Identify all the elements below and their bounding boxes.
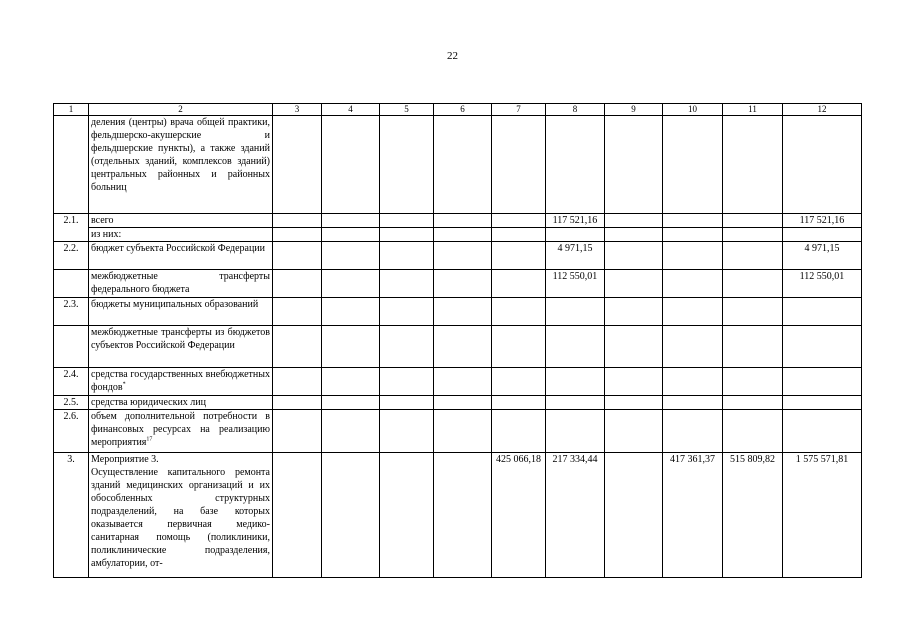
row-text <box>89 453 273 578</box>
row-text: средства юридических лиц <box>89 396 273 410</box>
page-number: 22 <box>447 50 458 62</box>
header-cell: 1 <box>54 104 89 116</box>
row-number: 3. <box>54 453 89 578</box>
row-number: 2.6. <box>54 410 89 453</box>
footnote-mark: 17 <box>146 436 153 443</box>
header-cell: 10 <box>663 104 723 116</box>
header-cell: 12 <box>783 104 862 116</box>
header-row <box>54 104 862 116</box>
row-text: из них: <box>89 228 273 242</box>
budget-table <box>53 103 862 578</box>
cell-value: 117 521,16 <box>783 214 862 228</box>
row-number: 2.4. <box>54 368 89 396</box>
table-row <box>54 298 862 326</box>
measure-text: Осуществление капитального ремонта зданий медицинских организаций и их обособленных структурных подразделений, на базе которых оказывается первичная медико-санитарная помощь (поликлиники, поликлинические подразделения, амбулатории, от- <box>91 467 270 569</box>
header-cell: 5 <box>380 104 434 116</box>
cell-value: 4 971,15 <box>783 242 862 270</box>
header-cell: 7 <box>492 104 546 116</box>
row-text: деления (центры) врача общей практики, фельдшерско-акушерские и фельдшерские пункты), а также зданий (отдельных зданий, комплексов зданий) центральных районных и районных больниц <box>89 116 273 214</box>
cell-value: 112 550,01 <box>546 270 605 298</box>
row-number: 2.3. <box>54 298 89 326</box>
table-row <box>54 270 862 298</box>
cell-value: 515 809,82 <box>723 453 783 578</box>
cell-value: 425 066,18 <box>492 453 546 578</box>
row-text: всего <box>89 214 273 228</box>
header-cell: 3 <box>273 104 322 116</box>
footnote-mark: * <box>122 381 126 388</box>
cell-value: 417 361,37 <box>663 453 723 578</box>
table-row <box>54 116 862 214</box>
measure-title: Мероприятие 3. <box>91 454 159 465</box>
row-text: межбюджетные трансферты из бюджетов субъектов Российской Федерации <box>89 326 273 368</box>
cell-value: 112 550,01 <box>783 270 862 298</box>
header-cell: 2 <box>89 104 273 116</box>
cell-value: 1 575 571,81 <box>783 453 862 578</box>
table-row <box>54 453 862 578</box>
row-text: бюджеты муниципальных образований <box>89 298 273 326</box>
cell-value: 117 521,16 <box>546 214 605 228</box>
header-cell: 11 <box>723 104 783 116</box>
table-row <box>54 228 862 242</box>
header-cell: 8 <box>546 104 605 116</box>
header-cell: 4 <box>322 104 380 116</box>
header-cell: 9 <box>605 104 663 116</box>
row-number: 2.2. <box>54 242 89 270</box>
table-row <box>54 410 862 453</box>
cell-value: 217 334,44 <box>546 453 605 578</box>
table-row <box>54 242 862 270</box>
row-text: межбюджетные трансферты федерального бюджета <box>89 270 273 298</box>
table-row <box>54 326 862 368</box>
table-row <box>54 368 862 396</box>
row-text: средства государственных внебюджетных фондов* <box>89 368 273 396</box>
row-text: бюджет субъекта Российской Федерации <box>89 242 273 270</box>
header-cell: 6 <box>434 104 492 116</box>
cell-value: 4 971,15 <box>546 242 605 270</box>
row-number: 2.5. <box>54 396 89 410</box>
table-row <box>54 396 862 410</box>
table-row <box>54 214 862 228</box>
row-text: объем дополнительной потребности в финансовых ресурсах на реализацию мероприятия$^{17}$ <box>89 410 273 453</box>
row-number: 2.1. <box>54 214 89 242</box>
